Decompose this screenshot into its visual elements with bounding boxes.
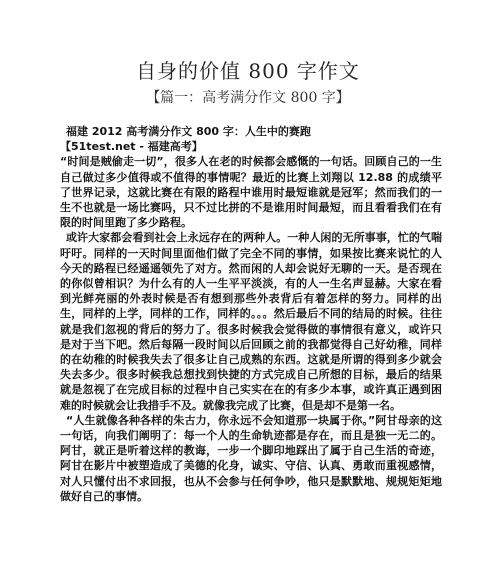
- document-body: [60, 124, 442, 504]
- article-heading: 福建 2012 高考满分作文 800 字：人生中的赛跑: [66, 125, 311, 138]
- document-subtitle: 【篇一：高考满分作文 800 字】: [146, 90, 350, 106]
- article-source: 【51test.net - 福建高考】: [60, 140, 203, 154]
- document-title: 自身的价值 800 字作文: [136, 59, 360, 83]
- paragraph: “时间是贼偷走一切”，很多人在老的时候都会感慨的一句话。回顾自己的一生自己做过多少值得或不值得的事情呢？最近的比赛上刘翔以 12.88 的成绩平了世界记录，这就比赛在有限的路程中谁用时最短谁就是冠军；然而我们的一生不也就是一场比赛吗，只不过比拼的不是谁用时间最短，而且看看我们在有限的时间里跑了多少路程。: [60, 155, 442, 230]
- paragraph: “人生就像各种各样的朱古力，你永远不会知道那一块属于你。”阿甘母亲的这一句话，向我们阐明了：每一个人的生命轨迹都是存在，而且是独一无二的。阿甘，就正是听着这样的教诲，一步一个脚印地踩出了属于自己生活的奇迹，阿甘在影片中被塑造成了美德的化身，诚实、守信、认真、勇敢而重视感情，对人只懂付出不求回报，也从不会参与任何争吵，他只是默默地、规规矩矩地做好自己的事情。: [60, 413, 442, 503]
- paragraph: 或许大家都会看到社会上永远存在的两种人。一种人闲的无所事事，忙的气喘吁吁。同样的一天时间里面他们做了完全不同的事情，如果按比赛来说忙的人今天的路程已经遥遥领先了对方。然而闲的人却会说好无聊的一天。是否现在的你似曾相识？为什么有的人一生平平淡淡，有的人一生名声显赫。大家在看到光鲜亮丽的外表时候是否有想到那些外表背后有着怎样的努力。同样的出生，同样的上学，同样的工作，同样的。。。然后最后不同的结局的时候。往往就是我们忽视的背后的努力了。很多时候我会觉得做的事情很有意义，或许只是对于当下吧。然后每隔一段时间以后回顾之前的我都觉得自己好幼稚，同样的在幼稚的时候我失去了很多让自己成熟的东西。这就是所谓的得到多少就会失去多少。很多时候我总想找到快捷的方式完成自己所想的目标，最后的结果就是忽视了在完成目标的过程中自己实实在在的有多少本事，或许真正遇到困难的时候就会让我措手不及。就像我完成了比赛，但是却不是第一名。: [60, 231, 442, 412]
